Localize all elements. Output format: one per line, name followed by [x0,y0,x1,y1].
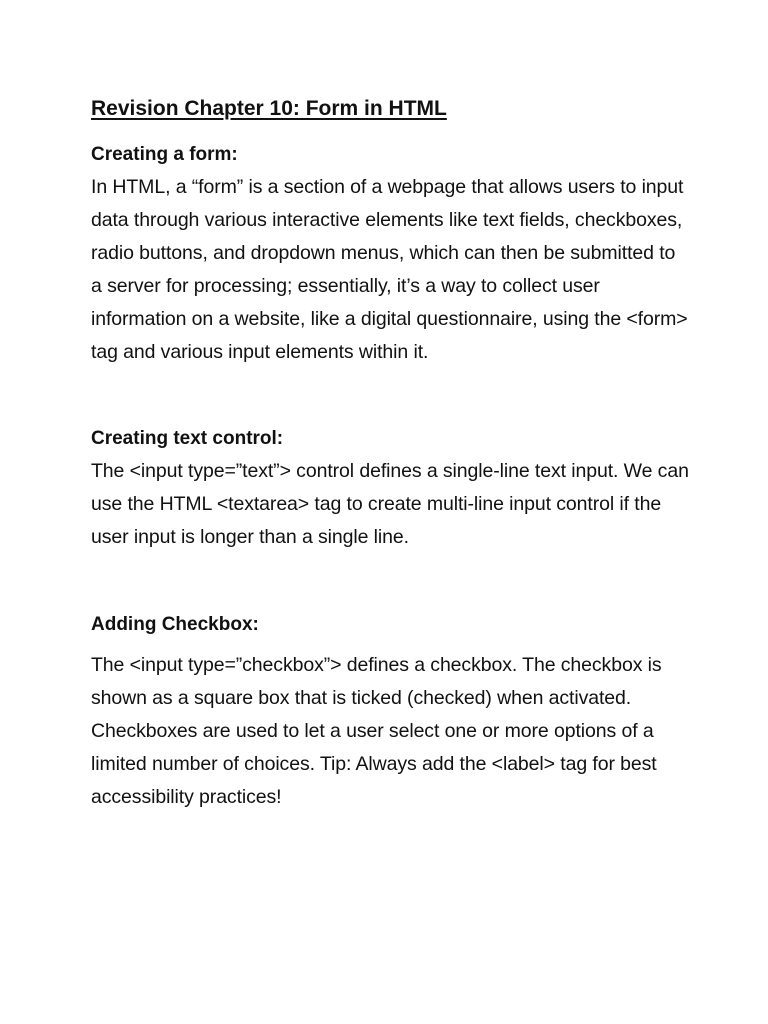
section-adding-checkbox [91,608,691,814]
document-title: Revision Chapter 10: Form in HTML [91,97,447,120]
section-body: In HTML, a “form” is a section of a webpage that allows users to input data through various interactive elements like text fields, checkboxes, radio buttons, and dropdown menus, which can then be submitted to a server for processing; essentially, it’s a way to collect user information on a website, like a digital questionnaire, using the <form> tag and various input elements within it. [91,176,688,363]
section-creating-form [91,138,691,369]
section-body: The <input type=”text”> control defines a single-line text input. We can use the HTML <textarea> tag to create multi-line input control if the user input is longer than a single line. [91,460,689,548]
section-heading: Adding Checkbox: [91,614,259,635]
section-heading: Creating text control: [91,428,284,449]
document-content [91,94,691,814]
section-creating-text-control [91,422,691,554]
section-body: The <input type=”checkbox”> defines a checkbox. The checkbox is shown as a square box that is ticked (checked) when activated. Checkboxes are used to let a user select one or more options of a limited number of choices. Tip: Always add the <label> tag for best accessibility practices! [91,654,662,808]
section-heading: Creating a form: [91,144,238,165]
